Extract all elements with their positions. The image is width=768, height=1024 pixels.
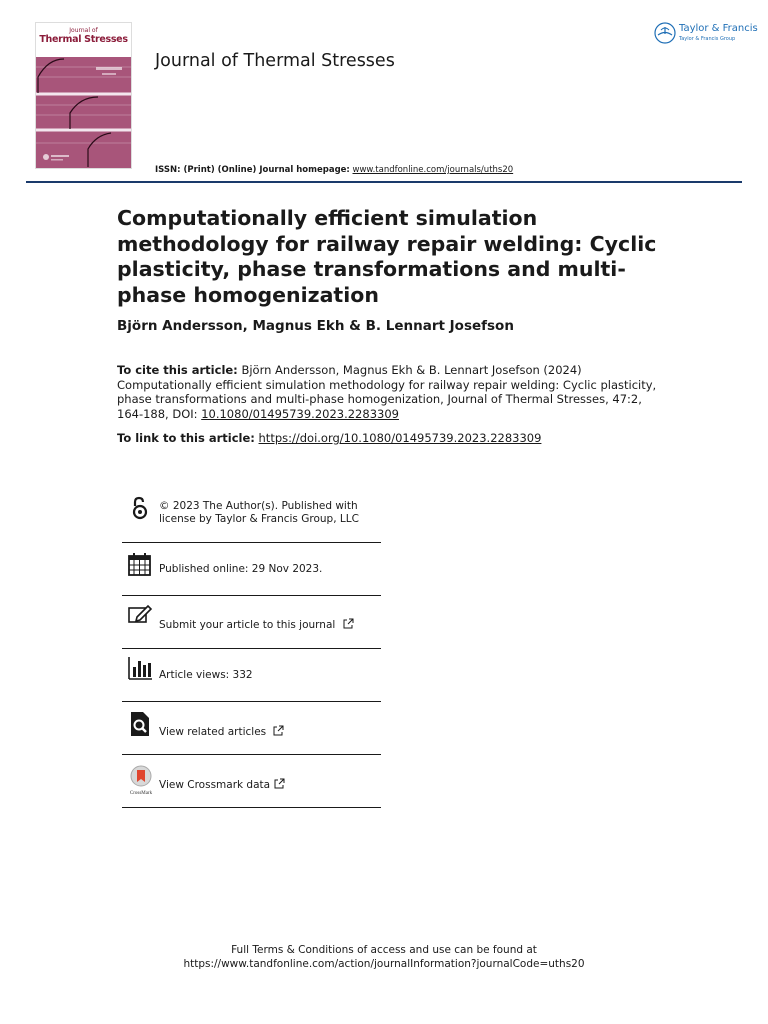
journal-title: Journal of Thermal Stresses	[155, 51, 395, 71]
bar-chart-icon	[127, 655, 153, 681]
citation-text: Björn Andersson, Magnus Ekh & B. Lennart Josefson (2024) Computationally efficient simulation methodology for railway repair welding: Cyclic plasticity, phase transformations and multi-phase homogenization, Journal of Thermal Stresses, 47:2, 164-188, DOI:	[117, 363, 657, 421]
article-title: Computationally efficient simulation methodology for railway repair welding: Cyclic plasticity, phase transformations and multi-phase homogenization	[117, 206, 657, 307]
edit-icon	[127, 602, 153, 628]
article-views-row	[122, 649, 381, 702]
publisher-group: Taylor & Francis Group	[679, 36, 736, 42]
footer-terms-link[interactable]: https://www.tandfonline.com/action/journalInformation?journalCode=uths20	[183, 958, 585, 970]
citation	[117, 363, 657, 421]
crossmark-link[interactable]: View Crossmark data	[159, 779, 271, 791]
cover-artwork	[36, 57, 131, 168]
published-online-row	[122, 543, 381, 596]
crossmark-row[interactable]	[122, 755, 381, 808]
citation-doi-link[interactable]: 10.1080/01495739.2023.2283309	[201, 406, 399, 421]
publisher-name: Taylor & Francis	[679, 23, 758, 34]
cover-journal-title: Thermal Stresses	[39, 34, 128, 45]
crossmark-label: CrossMark	[129, 791, 153, 796]
crossmark-badge	[127, 765, 155, 795]
article-info-list	[122, 492, 381, 808]
footer	[0, 943, 768, 971]
license-line-2: license by Taylor & Francis Group, LLC	[159, 513, 359, 525]
article-link-label: To link to this article:	[117, 431, 255, 445]
external-link-icon	[343, 618, 354, 629]
footer-line-1: Full Terms & Conditions of access and use can be found at	[231, 944, 537, 956]
open-access-icon	[127, 496, 153, 522]
journal-homepage-link[interactable]: www.tandfonline.com/journals/uths20	[352, 165, 514, 175]
publisher-emblem-icon	[654, 22, 676, 44]
article-doi-link[interactable]: https://doi.org/10.1080/01495739.2023.2283309	[258, 431, 542, 445]
related-articles-icon	[127, 711, 153, 737]
external-link-icon	[274, 778, 285, 789]
calendar-icon	[127, 551, 153, 577]
citation-label: To cite this article:	[117, 363, 238, 377]
published-online-text: Published online: 29 Nov 2023.	[159, 563, 323, 575]
related-articles-row[interactable]	[122, 702, 381, 755]
crossmark-icon	[127, 765, 155, 787]
article-authors: Björn Andersson, Magnus Ekh & B. Lennart Josefson	[117, 318, 514, 334]
header-divider	[26, 181, 742, 183]
related-articles-link[interactable]: View related articles	[159, 726, 267, 738]
cover-journal-small: Journal of	[69, 27, 98, 34]
article-link-line	[117, 431, 541, 445]
submit-article-row[interactable]	[122, 596, 381, 649]
issn-line	[155, 165, 513, 175]
journal-cover	[35, 22, 132, 169]
external-link-icon	[273, 725, 284, 736]
open-access-row	[122, 492, 381, 543]
article-views-text: Article views: 332	[159, 669, 253, 681]
submit-article-link[interactable]: Submit your article to this journal	[159, 619, 336, 631]
license-line-1: © 2023 The Author(s). Published with	[159, 500, 358, 512]
issn-label: ISSN: (Print) (Online) Journal homepage:	[155, 165, 350, 175]
